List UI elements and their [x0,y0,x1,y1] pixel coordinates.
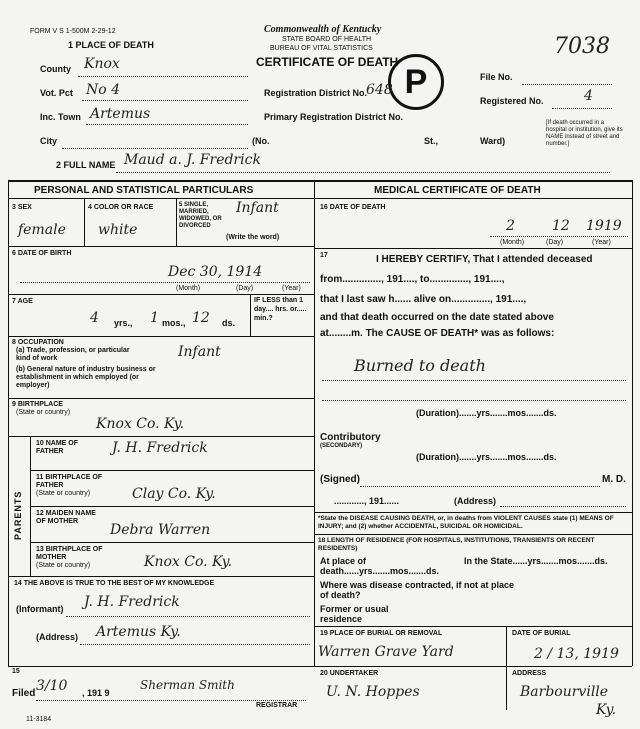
county-value: Knox [84,56,120,72]
dob-year-label: (Year) [282,285,301,292]
filed-label: Filed [12,688,36,699]
registered-no-label: Registered No. [480,96,544,106]
mother-birth-label: 13 BIRTHPLACE OF MOTHER [36,546,103,561]
dob-month-label: (Month) [176,285,201,292]
cause-footnote: *State the DISEASE CAUSING DEATH, or, in deaths from VIOLENT CAUSES state (1) MEANS OF INJURY; and (2) whether ACCIDENTAL, SUICIDAL OR HOMICIDAL. [318,515,614,530]
parents-label: PARENTS [13,490,23,540]
date-191: ............, 191...... [334,496,400,506]
num-15: 15 [12,668,20,675]
full-name-label: 2 FULL NAME [56,160,116,170]
filed-year: , 191 9 [82,688,110,698]
secondary-label: (SECONDARY) [320,443,363,449]
undertaker-address-label: ADDRESS [512,670,547,677]
ds-label: ds. [222,318,236,328]
hospital-note: [If death occurred in a hospital or institution, give its NAME instead of street and number.] [546,120,623,147]
vot-pct-value: No 4 [86,82,121,98]
ward-label: Ward) [480,136,506,146]
reg-district-label: Registration District No. [264,88,368,98]
full-name-value: Maud a. J. Fredrick [124,152,261,168]
address-value: Artemus Ky. [96,624,181,640]
age-label: 7 AGE [12,298,33,305]
bureau-name: BUREAU OF VITAL STATISTICS [270,45,373,52]
cause-line: at........m. The CAUSE OF DEATH* was as follows: [320,328,555,339]
sex-value: female [18,222,66,238]
marital-note: (Write the word) [226,234,280,241]
occupation-b-label: (b) General nature of industry business or establishment in which employed (or employer) [16,366,156,389]
registrar-label: REGISTRAR [256,702,298,709]
city-label: City [40,136,58,146]
death-date-label: 16 DATE OF DEATH [320,204,386,211]
certify-num: 17 [320,252,328,259]
last-saw-line: that I last saw h...... alive on.............., 191...., [320,294,527,305]
death-year-value: 1919 [586,218,622,234]
signed-label: (Signed) [320,474,360,485]
county-label: County [40,64,71,74]
undertaker-value: U. N. Hoppes [326,684,420,700]
registered-no-value: 4 [584,88,593,104]
certificate-title: CERTIFICATE OF DEATH [256,55,399,69]
dob-day-label: (Day) [236,285,254,292]
st-label: St., [424,136,439,146]
town-label: Inc. Town [40,112,81,122]
less-than-label: IF LESS than 1 day.... hrs. or..... min.? [254,297,307,322]
from-line: from.............., 191...., to.............., 191...., [320,274,505,285]
residence-label: 18 LENGTH OF RESIDENCE (FOR HOSPITALS, INSTITUTIONS, TRANSIENTS OR RECENT RESIDENTS) [318,537,595,552]
registrar-value: Sherman Smith [140,678,235,692]
dob-label: 6 DATE OF BIRTH [12,250,72,257]
address-small: (Address) [454,496,497,506]
birthplace-note: (State or country) [16,409,71,416]
color-label: 4 COLOR OR RACE [88,204,154,211]
death-occurred-line: and that death occurred on the date stated above [320,312,554,323]
duration-line-2: (Duration).......yrs.......mos.......ds. [416,452,557,462]
contracted-label: Where was disease contracted, if not at place of death? [320,580,515,600]
father-name-value: J. H. Fredrick [112,440,208,456]
bottom-code: 11-3184 [26,716,52,723]
death-month-label: (Month) [500,239,525,246]
dob-value: Dec 30, 1914 [168,264,263,280]
certify-text: I HEREBY CERTIFY, That I attended deceased [376,254,593,265]
occupation-a-label: (a) Trade, profession, or particular kind of work [16,347,130,362]
father-birth-note: (State or country) [36,490,91,497]
mos-label: mos., [162,318,186,328]
sex-label: 3 SEX [12,204,32,211]
commonwealth-title: Commonwealth of Kentucky [264,24,382,35]
age-years-value: 4 [90,310,99,326]
mother-birth-value: Knox Co. Ky. [144,554,233,570]
address-label: (Address) [36,632,79,642]
vot-pct-label: Vot. Pct [40,88,73,98]
death-month-value: 2 [506,218,515,234]
town-value: Artemus [90,106,151,122]
board-name: STATE BOARD OF HEALTH [282,36,372,43]
birthplace-label: 9 BIRTHPLACE [12,401,63,408]
father-birth-value: Clay Co. Ky. [132,486,216,502]
former-residence-label: Former or usual residence [320,604,389,624]
color-value: white [98,222,138,238]
contributory-label: Contributory [320,432,381,443]
age-days-value: 12 [192,310,210,326]
cause-value: Burned to death [354,356,486,375]
burial-date-value: 2 / 13, 1919 [534,646,619,662]
no-label: (No. [252,136,270,146]
corner-mark: Ky. [596,702,617,718]
medical-heading: MEDICAL CERTIFICATE OF DEATH [374,185,541,196]
death-day-label: (Day) [546,239,564,246]
primary-reg-label: Primary Registration District No. [264,112,404,122]
mother-name-label: 12 MAIDEN NAME OF MOTHER [36,510,96,525]
age-months-value: 1 [150,310,159,326]
md-label: M. D. [602,474,626,485]
place-of-death-heading: 1 PLACE OF DEATH [68,40,154,50]
duration-line-1: (Duration).......yrs.......mos.......ds. [416,408,557,418]
father-name-label: 10 NAME OF FATHER [36,440,79,455]
mother-birth-note: (State or country) [36,562,91,569]
informant-label: (Informant) [16,604,64,614]
true-statement: 14 THE ABOVE IS TRUE TO THE BEST OF MY KNOWLEDGE [14,580,215,587]
burial-date-label: DATE OF BURIAL [512,630,571,637]
in-state-label: In the State......yrs.......mos.......ds. [464,556,608,566]
burial-label: 19 PLACE OF BURIAL OR REMOVAL [320,630,443,637]
birthplace-value: Knox Co. Ky. [96,416,185,432]
father-birth-label: 11 BIRTHPLACE OF FATHER [36,474,103,489]
personal-heading: PERSONAL AND STATISTICAL PARTICULARS [34,185,254,196]
death-day-value: 12 [552,218,570,234]
p-stamp: P [388,54,444,110]
marital-value: Infant [236,200,279,216]
form-code: FORM V S 1-500M 2-29-12 [30,28,116,35]
reg-district-value: 648 [366,82,393,98]
marital-label: 5 SINGLE, MARRIED, WIDOWED, OR DIVORCED [179,202,222,229]
file-no-label: File No. [480,72,513,82]
yrs-label: yrs., [114,318,133,328]
informant-value: J. H. Fredrick [84,594,180,610]
mother-name-value: Debra Warren [110,522,211,538]
occupation-label: 8 OCCUPATION [12,339,64,346]
undertaker-address-value: Barbourville [520,684,609,700]
filed-date-value: 3/10 [36,678,68,694]
death-year-label: (Year) [592,239,611,246]
file-number-stamp: 7038 [554,34,610,59]
burial-value: Warren Grave Yard [318,644,454,660]
undertaker-label: 20 UNDERTAKER [320,670,379,677]
at-place-label: At place of death......yrs.......mos.......ds. [320,556,440,576]
occupation-value: Infant [178,344,221,360]
